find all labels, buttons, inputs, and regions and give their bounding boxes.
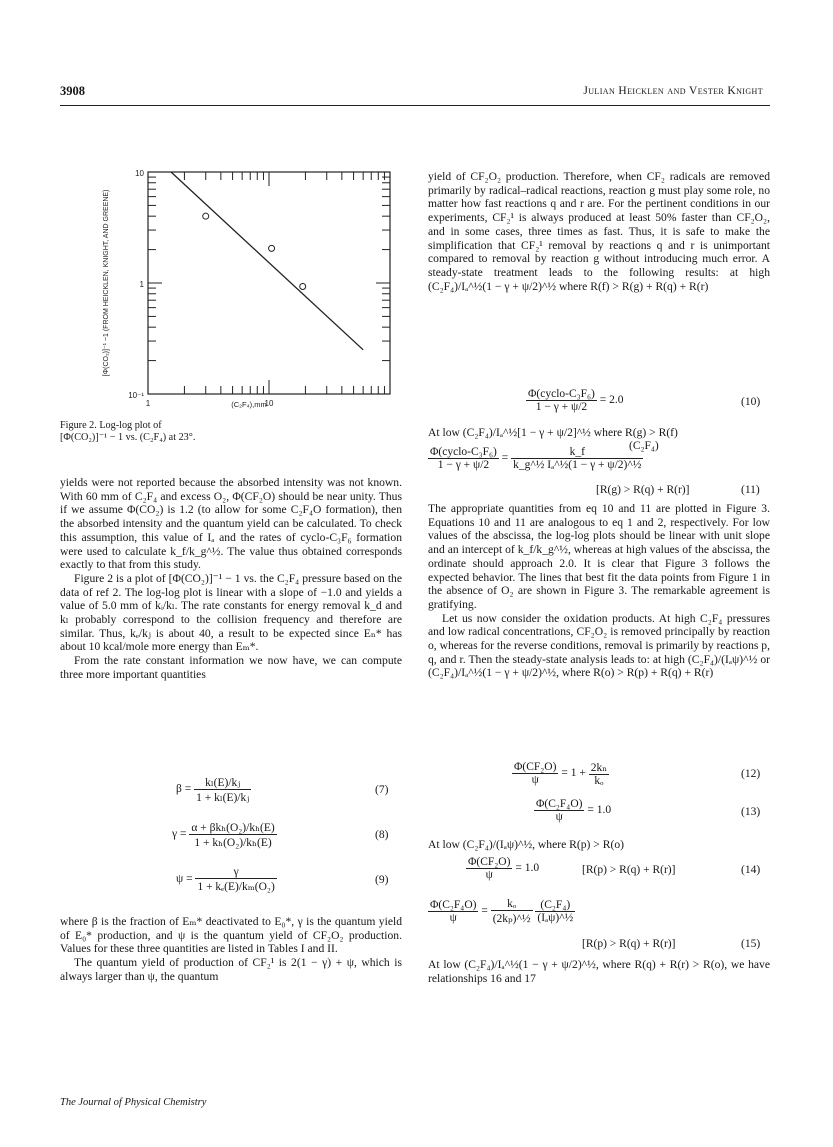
equation-14: $\frac{\text{Φ(CF₂O)}}{\psi}$ = 1.0 bbox=[468, 856, 540, 881]
left-para-4: where β is the fraction of Eₘ* deactivated to E₀*, γ is the quantum yield of E₀* production, and ψ is the quantum yield of CF₂O₂ production. Values for these three quantities are listed in Tables I and II. bbox=[60, 915, 402, 956]
figure-2-chart bbox=[60, 160, 410, 420]
x-tick-label: 10 bbox=[264, 399, 274, 408]
equation-8-number: (8) bbox=[375, 829, 389, 841]
right-para-2: The appropriate quantities from eq 10 and 11 are plotted in Figure 3. Equations 10 and 11 are analogous to eq 1 and 2, respectively. For low values of the abscissa, the log-log plots should be linear with unit slope and an intercept of k_f/k_g^½, whereas at high values of the abscissa, the ordinate should approach 2.0. It is clear that Figure 3 follows the expected behavior. The lines that best fit the data points from Figure 1 in the absence of O₂ are shown in Figure 3. The remarkable agreement is gratifying. bbox=[428, 502, 770, 611]
equation-10-number: (10) bbox=[741, 396, 761, 408]
equation-9-number: (9) bbox=[375, 874, 389, 886]
left-para-1: yields were not reported because the absorbed intensity was not known. With 60 mm of C₂F₄ and excess O₂, Φ(CF₂O) should be near unity. Thus if we assume Φ(CO₂) is 1.2 (to allow for some C₂F₄O formation), then the absorbed intensity and the quantum yield can be calculated. To check this assumption, this value of Iₐ and the rates of cyclo-C₃F₆ formation were used to calculate k_f/k_g^½. The value thus obtained corresponds exactly to that from this study. bbox=[60, 476, 402, 572]
right-para-1: yield of CF₂O₂ production. Therefore, when CF₂ radicals are removed primarily by radical–radical reactions, reaction g must play some role, no matter how fast reactions q and r are. For the pertinent conditions in our experiments, CF₂¹ is always produced at least 50% faster than CF₂O₂, and in some cases, three times as fast. Thus, it is safe to make the simplification that CF₂¹ removal by reactions q and r is unimportant compared to removal by reaction g without introducing much error. A steady-state treatment leads to the following results: at high (C₂F₄)/Iₐ^½(1 − γ + ψ/2)^½ where R(f) > R(g) + R(q) + R(r) bbox=[428, 170, 770, 293]
right-low-condition-1: At low (C₂F₄)/Iₐ^½[1 − γ + ψ/2]^½ where R(g) > R(f) bbox=[428, 426, 678, 439]
left-column bbox=[60, 476, 402, 682]
x-tick-label: 1 bbox=[145, 399, 151, 408]
y-tick-label: 1 bbox=[139, 280, 144, 289]
y-tick-label: 10 bbox=[135, 169, 144, 178]
left-para-5: The quantum yield of production of CF₂¹ is 2(1 − γ) + ψ, which is always larger than ψ, the quantum bbox=[60, 956, 402, 983]
equation-7: β = $\frac{\text{kₗ(E)/kⱼ}}{\text{1 + kₗ(E)/kⱼ}}$ bbox=[176, 777, 250, 804]
page-number: 3908 bbox=[60, 84, 85, 98]
equation-7-number: (7) bbox=[375, 784, 389, 796]
equation-10: $\frac{\text{Φ(cyclo-C₃F₆)}}{1 - \gamma + \psi/2}$ = 2.0 bbox=[528, 388, 624, 413]
equation-14-condition: [R(p) > R(q) + R(r)] bbox=[582, 864, 676, 876]
left-para-3: From the rate constant information we now have, we can compute three more important quantities bbox=[60, 654, 402, 681]
y-axis-label: [Φ(CO₂)]⁻¹ −1 (FROM HEICKLEN, KNIGHT, AND GREENE) bbox=[103, 189, 110, 377]
right-column bbox=[428, 170, 770, 293]
equation-8: γ = $\frac{\text{α + βkₕ(O₂)/kₕ(E)}}{\text{1 + kₕ(O₂)/kₕ(E)}}$ bbox=[172, 822, 275, 849]
right-para-3: Let us now consider the oxidation products. At high C₂F₄ pressures and low radical concentrations, CF₂O₂ is removed principally by reaction o, whereas for the reverse conditions, removal is primarily by reactions p, q, and r. Then the steady-state analysis leads to: at high (C₂F₄)/(Iₐψ)^½ or (C₂F₄)/Iₐ^½(1 − γ + ψ/2)^½, where R(o) > R(p) + R(q) + R(r) bbox=[428, 611, 770, 680]
equation-15-number: (15) bbox=[741, 938, 761, 950]
data-point bbox=[203, 213, 209, 219]
right-column-middle bbox=[428, 502, 770, 680]
equation-13-number: (13) bbox=[741, 806, 761, 818]
equation-14-number: (14) bbox=[741, 864, 761, 876]
header-rule bbox=[60, 105, 770, 106]
figure-caption bbox=[60, 420, 360, 444]
running-title: Julian Heicklen and Vester Knight bbox=[583, 85, 763, 97]
equation-11-number: (11) bbox=[741, 484, 760, 496]
caption-line-1: Figure 2. Log-log plot of bbox=[60, 420, 162, 431]
left-column-lower bbox=[60, 915, 402, 984]
equation-13: $\frac{\text{Φ(C₂F₄O)}}{\psi}$ = 1.0 bbox=[536, 798, 612, 823]
equation-11: $\frac{\text{Φ(cyclo-C₃F₆)}}{1 - \gamma + \psi/2}$ = $\frac{k\_f}{\text{k\_g\textasciicircum{}½ Iₐ\textasciicircum{}½(1 − γ + ψ/2)\textasciicircum{}½}}$ bbox=[430, 446, 642, 471]
equation-11-condition: [R(g) > R(q) + R(r)] bbox=[596, 484, 690, 496]
left-para-2: Figure 2 is a plot of [Φ(CO₂)]⁻¹ − 1 vs. the C₂F₄ pressure based on the data of ref 2. The log-log plot is linear with a slope of −1.0 and yields a value of 5.0 mm of kᵢ/kₗ. The rate constants for energy removal k_d and kₗ probably correspond to the collision frequency and therefore are similar. Thus, kₑ/kⱼ is about 40, a result to be expected since Eₙ* has about 10 kcal/mole more energy than Eₘ*. bbox=[60, 571, 402, 654]
journal-footer: The Journal of Physical Chemistry bbox=[60, 1097, 207, 1108]
fit-line bbox=[171, 172, 363, 350]
plot-frame bbox=[148, 172, 390, 394]
equation-15: $\frac{\text{Φ(C₂F₄O)}}{\psi}$ = $\frac{\text{kₒ}}{\text{(2kₚ)\textasciicircum{}½}}$ $\frac{\text{(C₂F₄)}}{\text{(Iₐψ)\textasciicircum{}½}}$ bbox=[430, 898, 574, 925]
right-column-lower bbox=[428, 958, 770, 985]
equation-12-number: (12) bbox=[741, 768, 761, 780]
data-point bbox=[300, 283, 306, 289]
x-axis-label: (C₂F₄),mm bbox=[231, 400, 267, 409]
right-low-condition-2: At low (C₂F₄)/(Iₐψ)^½, where R(p) > R(o) bbox=[428, 838, 624, 851]
equation-15-condition: [R(p) > R(q) + R(r)] bbox=[582, 938, 676, 950]
data-point bbox=[269, 245, 275, 251]
equation-9: ψ = $\frac{\gamma}{\text{1 + kₑ(E)/kₘ(O₂)}}$ bbox=[176, 866, 275, 893]
equation-11-right: (C₂F₄) bbox=[629, 440, 659, 452]
caption-line-2: [Φ(CO₂)]⁻¹ − 1 vs. (C₂F₄) at 23°. bbox=[60, 432, 196, 443]
y-tick-label: 10⁻¹ bbox=[128, 391, 144, 400]
right-para-4: At low (C₂F₄)/Iₐ^½(1 − γ + ψ/2)^½, where R(q) + R(r) > R(o), we have relationships 16 and 17 bbox=[428, 958, 770, 985]
equation-12: $\frac{\text{Φ(CF₂O)}}{\psi}$ = 1 + $\frac{\text{2kₙ}}{\text{kₒ}}$ bbox=[514, 761, 608, 787]
